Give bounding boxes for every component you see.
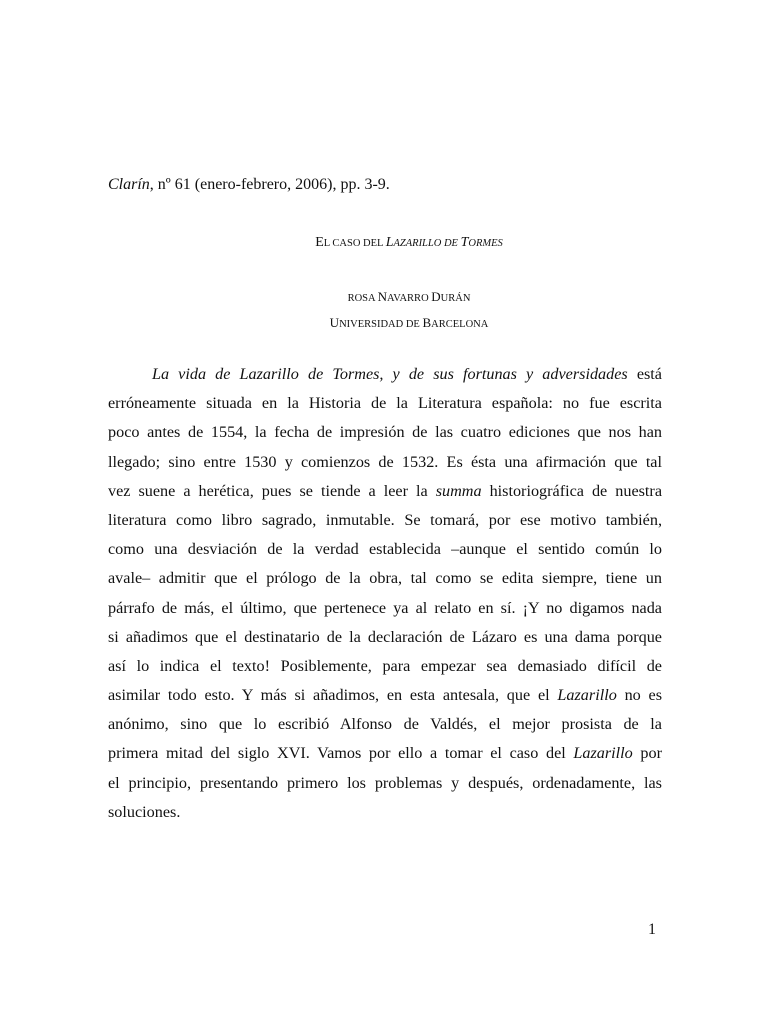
paragraph-text: asimilar todo esto. Y más si añadimos, en esta antesala, que el: [108, 686, 558, 705]
paragraph-text: vez suene a herética, pues se tiende a leer la: [108, 481, 436, 500]
paragraph-line: llegado; sino entre 1530 y comienzos de 1532. Es ésta una afirmación que tal: [108, 452, 662, 471]
paragraph-line: avale– admitir que el prólogo de la obra, tal como se edita siempre, tiene un: [108, 569, 662, 588]
paragraph-line: párrafo de más, el último, que pertenece ya al relato en sí. ¡Y no digamos nada: [108, 598, 662, 617]
paragraph-line: soluciones.: [108, 802, 181, 821]
title-segment-el-caso-del: L CASO DEL: [323, 238, 386, 249]
paragraph-line: si añadimos que el destinatario de la declaración de Lázaro es una dama porque: [108, 627, 662, 646]
author-segment-uran: URÁN: [440, 293, 471, 304]
paragraph-line: [108, 477, 662, 506]
title-initial-e: E: [315, 235, 324, 250]
author-initial-d: D: [431, 289, 441, 304]
paragraph-text: por: [632, 744, 662, 763]
title-segment-ormes: ORMES: [468, 238, 503, 249]
title-segment-azarillo-de: AZARILLO DE: [393, 238, 461, 249]
summa-italic: summa: [435, 481, 482, 500]
paragraph-text: historiográfica de nuestra: [481, 481, 662, 500]
title-initial-t: T: [460, 235, 469, 250]
article-title: [0, 234, 768, 253]
source-citation: [108, 175, 390, 195]
citation-details: , nº 61 (enero-febrero, 2006), pp. 3-9.: [149, 176, 390, 193]
author-initial-n: N: [377, 289, 388, 304]
lazarillo-italic: Lazarillo: [557, 686, 617, 705]
paragraph-line: literatura como libro sagrado, inmutable. Se tomará, por ese motivo también,: [108, 510, 662, 529]
author-segment-avarro: AVARRO: [387, 293, 432, 304]
book-title-italic: La vida de Lazarillo de Tormes, y de sus fortunas y adversidades: [152, 365, 628, 383]
title-initial-l: L: [385, 235, 394, 250]
body-paragraph: [108, 360, 662, 827]
affiliation-initial-u: U: [329, 315, 340, 330]
paragraph-line: erróneamente situada en la Historia de la Literatura española: no fue escrita: [108, 394, 662, 413]
title-work-name: [386, 235, 503, 250]
paragraph-text: está: [627, 365, 662, 383]
paragraph-line: anónimo, sino que lo escribió Alfonso de Valdés, el mejor prosista de la: [108, 715, 662, 734]
page-number: 1: [648, 921, 656, 938]
journal-name: Clarín: [108, 176, 150, 193]
paragraph-line: [108, 739, 662, 768]
paragraph-line: poco antes de 1554, la fecha de impresión de las cuatro ediciones que nos han: [108, 423, 662, 442]
paragraph-line: así lo indica el texto! Posiblemente, para empezar sea demasiado difícil de: [108, 656, 662, 675]
affiliation-segment-niversidad-de: NIVERSIDAD DE: [339, 319, 423, 330]
paragraph-line: el principio, presentando primero los problemas y después, ordenadamente, las: [108, 773, 662, 792]
author-affiliation: [0, 314, 768, 334]
paragraph-text: primera mitad del siglo XVI. Vamos por ello a tomar el caso del: [108, 744, 574, 763]
affiliation-initial-b: B: [422, 315, 432, 330]
paragraph-line: como una desviación de la verdad establecida –aunque el sentido común lo: [108, 540, 662, 559]
author-segment-rosa: ROSA: [347, 293, 378, 304]
lazarillo-italic: Lazarillo: [573, 744, 633, 763]
affiliation-segment-arcelona: ARCELONA: [431, 319, 489, 330]
author-name: [0, 288, 768, 308]
paragraph-text: no es: [616, 686, 663, 705]
paragraph-line: [108, 681, 662, 710]
paragraph-line: [108, 360, 662, 389]
